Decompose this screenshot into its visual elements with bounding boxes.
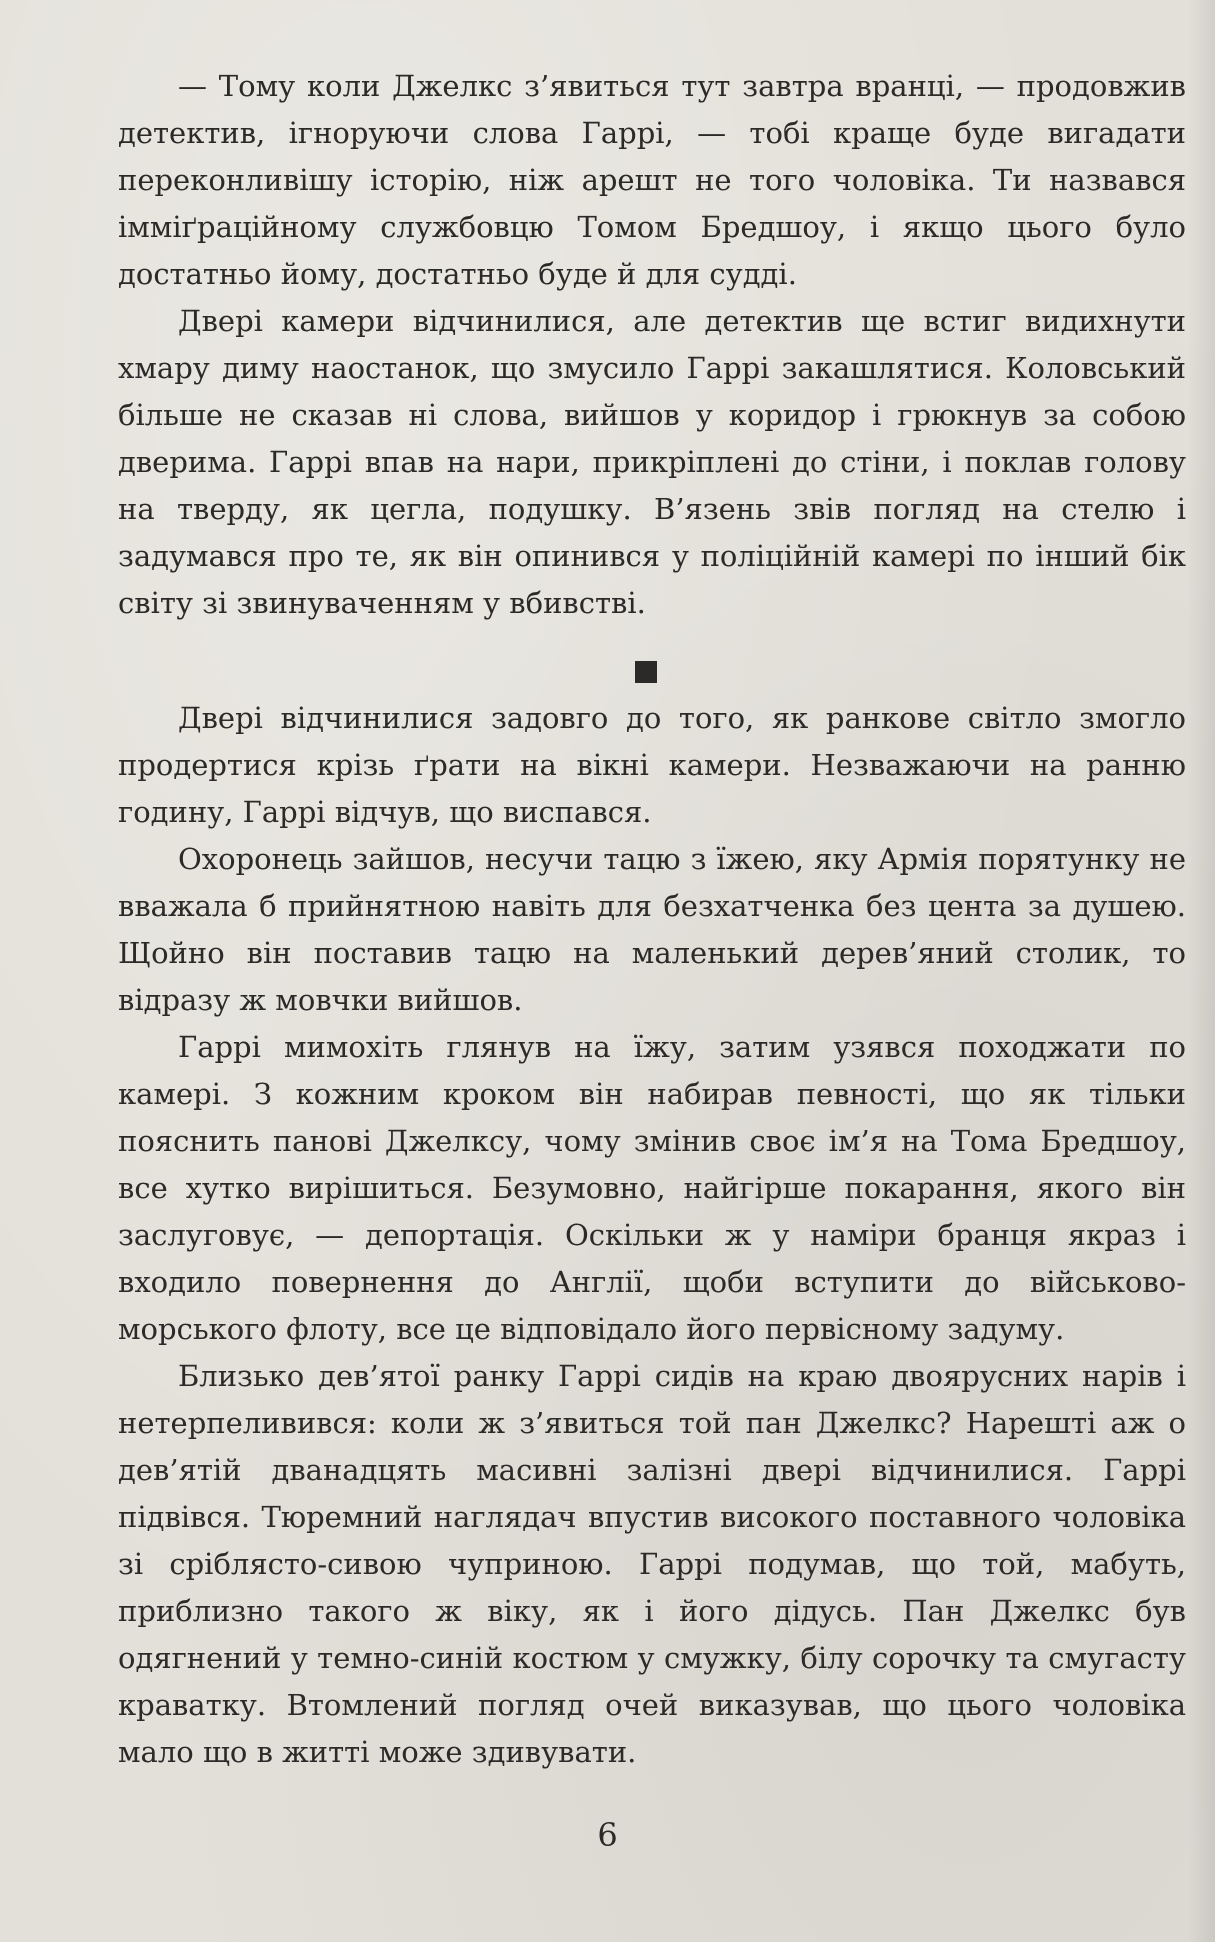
page-number: 6	[597, 1816, 618, 1854]
paragraph: Двері відчинилися задовго до того, як ранкове світло змогло продертися крізь ґрати на вікні камери. Незважаючи на ранню годину, Гаррі відчув, що виспався.	[118, 701, 1186, 829]
paragraph: Близько дев’ятої ранку Гаррі сидів на краю двоярусних нарів і нетерпеливився: коли ж з’явиться той пан Джелкс? Нарешті аж о дев’ятій дванадцять масивні залізні двері відчинилися. Гаррі підвівся. Тюремний наглядач впустив високого поставного чоловіка зі сріблясто-сивою чуприною. Гаррі подумав, що той, мабуть, приблизно такого ж віку, як і його дідусь. Пан Джелкс був одягнений у темно-синій костюм у смужку, білу сорочку та смугасту краватку. Втомлений погляд очей виказував, що цього чоловіка мало що в житті може здивувати.	[118, 1359, 1186, 1769]
paragraph: — Тому коли Джелкс з’явиться тут завтра вранці, — продовжив детектив, ігноруючи слова Гаррі, — тобі краще буде вигадати переконливішу історію, ніж арешт не того чоловіка. Ти назвався імміґраційному службовцю Томом Бредшоу, і якщо цього було достатньо йому, достатньо буде й для судді.	[118, 69, 1186, 291]
paragraph: Гаррі мимохіть глянув на їжу, затим узявся походжати по камері. З кожним кроком він набирав певності, що як тільки пояснить панові Джелксу, чому змінив своє ім’я на Тома Бредшоу, все хутко вирішиться. Безумовно, найгірше покарання, якого він заслуговує, — депортація. Оскільки ж у наміри бранця якраз і входило повернення до Англії, щоби вступити до військово-морського флоту, все це відповідало його первісному задуму.	[118, 1030, 1186, 1346]
page-edge-shadow	[1187, 0, 1215, 1942]
paragraph: Двері камери відчинилися, але детектив ще встиг видихнути хмару диму наостанок, що змусило Гаррі закашлятися. Коловський більше не сказав ні слова, вийшов у коридор і грюкнув за собою дверима. Гаррі впав на нари, прикріплені до стіни, і поклав голову на тверду, як цегла, подушку. В’язень звів погляд на стелю і задумався про те, як він опинився у поліційній камері по інший бік світу зі звинуваченням у вбивстві.	[118, 304, 1186, 620]
text-block-top	[118, 63, 1186, 627]
text-block-bottom	[118, 695, 1186, 1776]
section-separator-square	[635, 661, 657, 683]
paragraph: Охоронець зайшов, несучи тацю з їжею, яку Армія порятунку не вважала б прийнятною навіть для безхатченка без цента за душею. Щойно він поставив тацю на маленький дерев’яний столик, то відразу ж мовчки вийшов.	[118, 842, 1186, 1017]
